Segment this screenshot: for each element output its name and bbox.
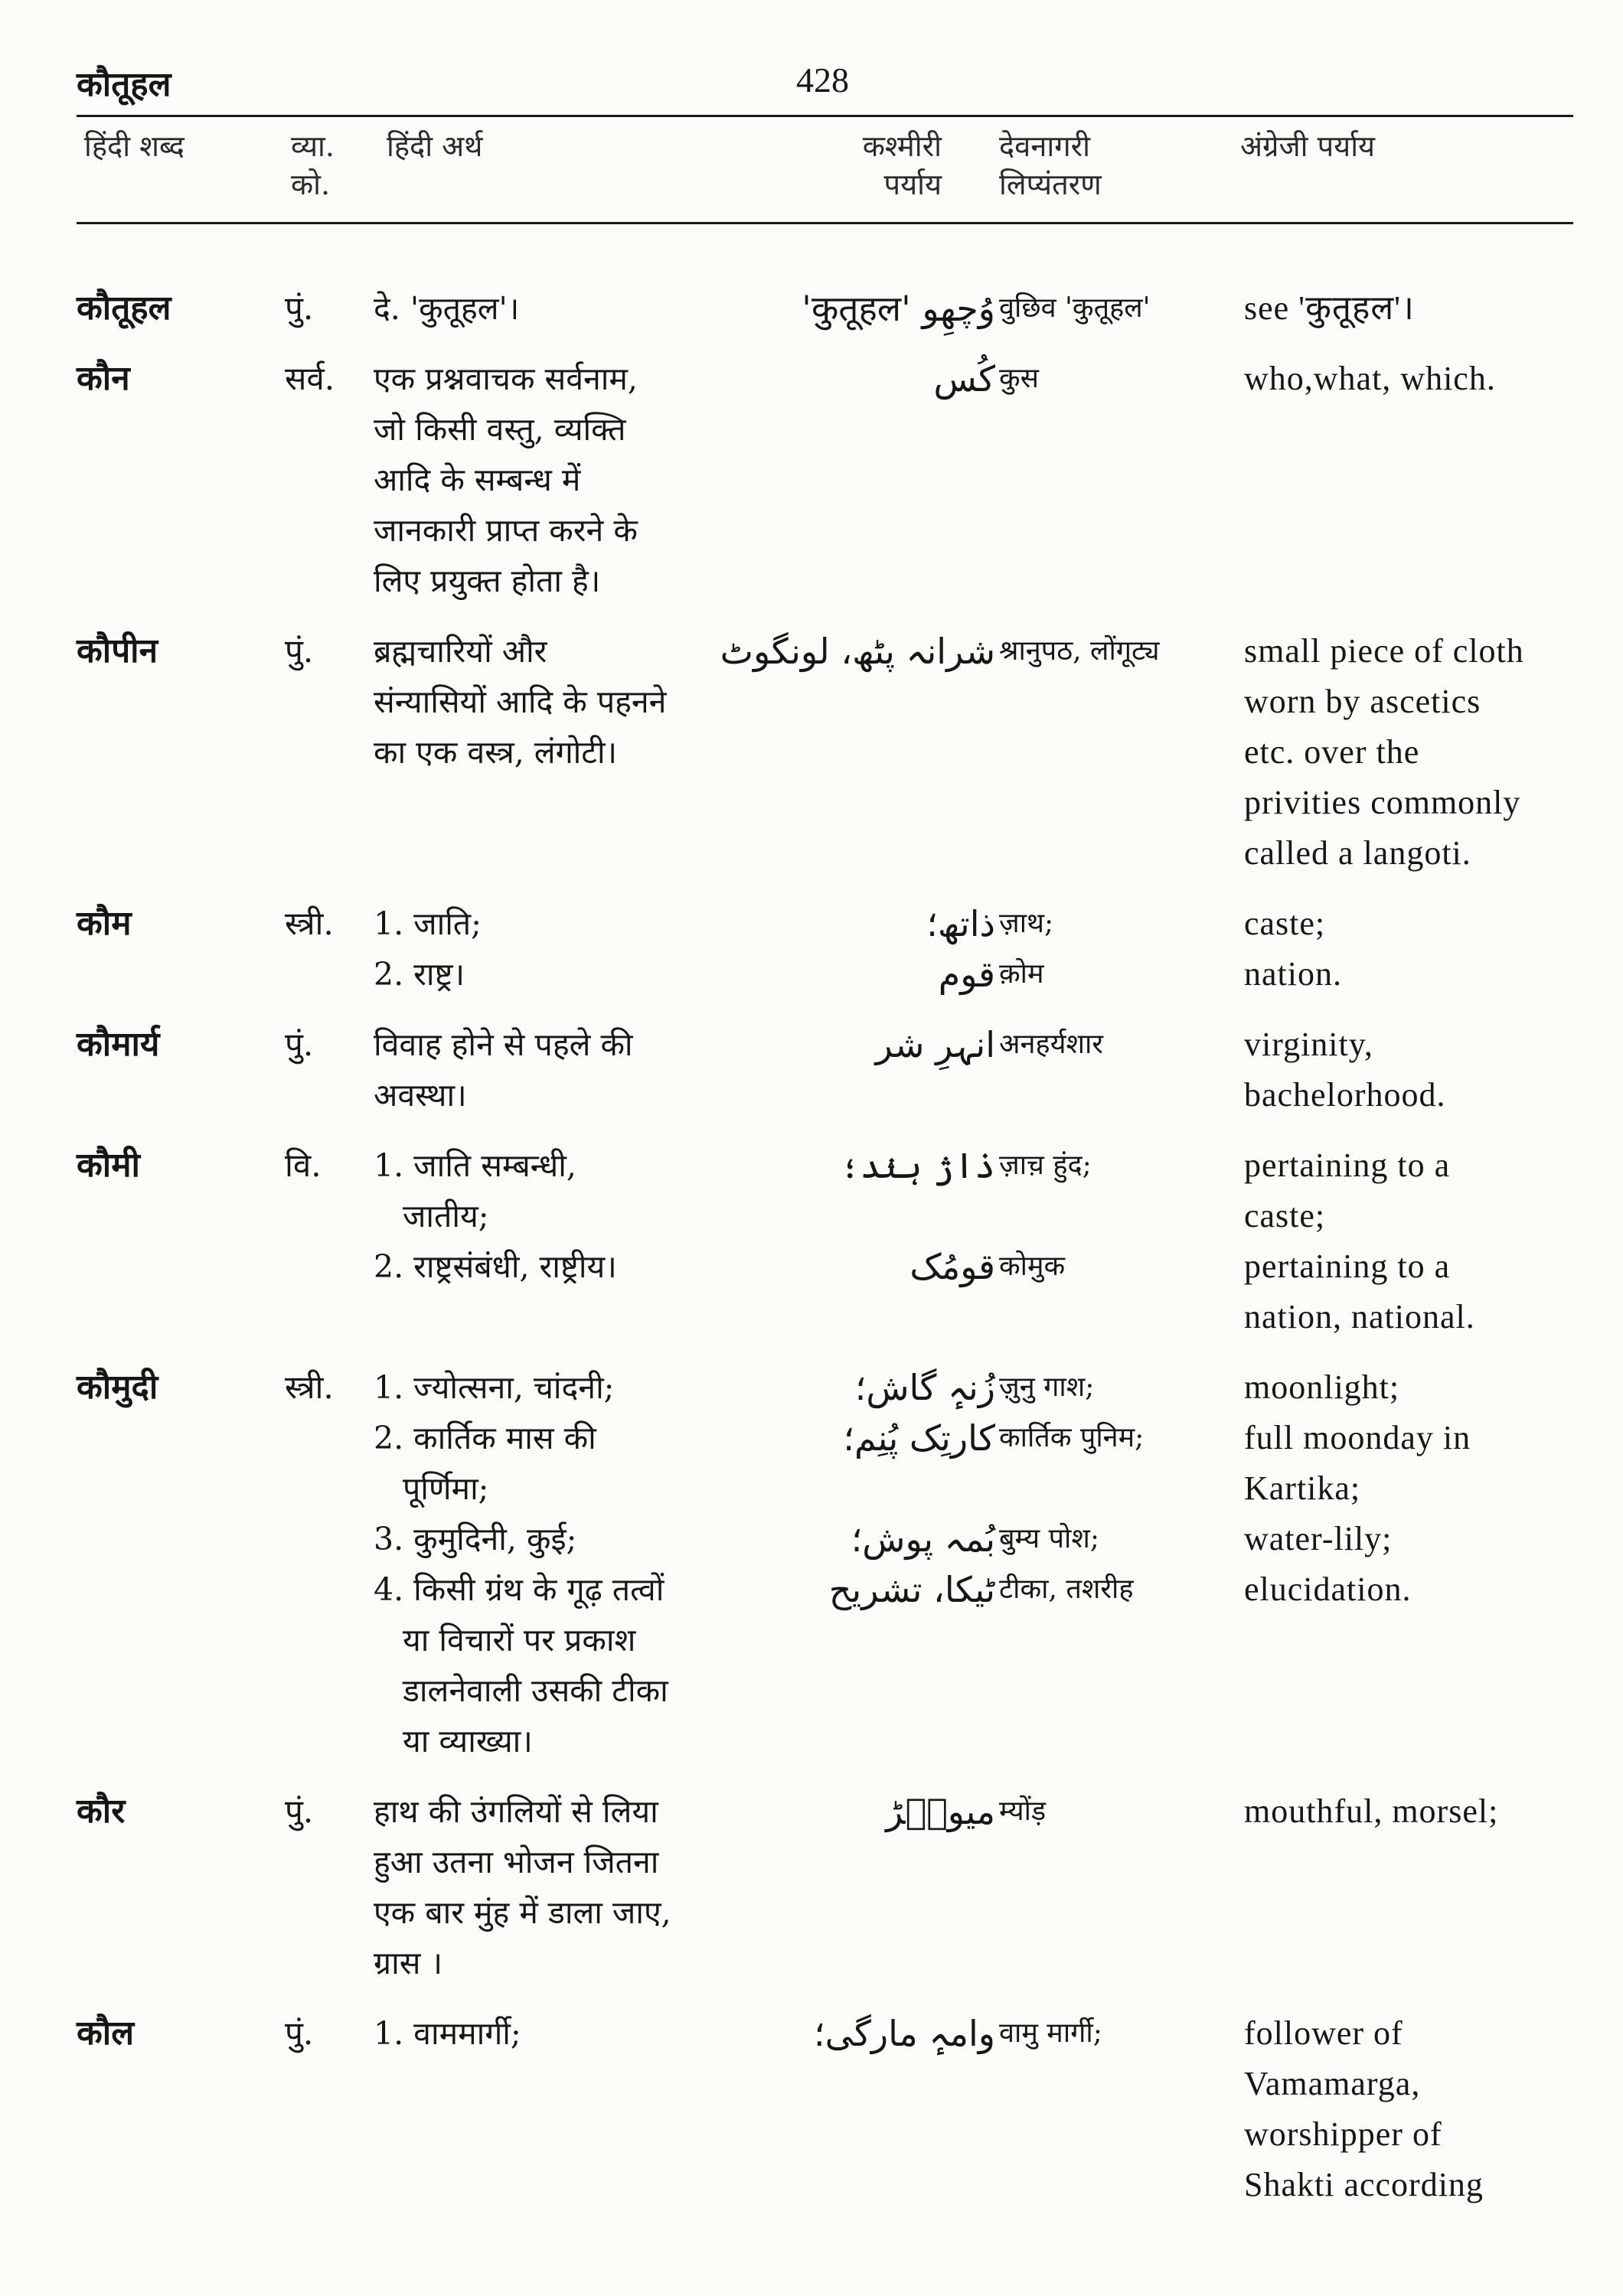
- headword: कौम: [77, 904, 132, 943]
- devanagari-transliteration: [999, 1140, 1236, 1292]
- page-number: 428: [796, 60, 849, 99]
- english-equivalent-line: Kartika;: [1244, 1469, 1361, 1507]
- header-rule: [77, 222, 1573, 224]
- hindi-meaning-line: जो किसी वस्तु, व्यक्ति: [374, 411, 626, 448]
- grammar-label: पुं.: [285, 1026, 314, 1063]
- devanagari-transliteration: [999, 1362, 1236, 1615]
- hindi-meaning: [374, 1019, 772, 1120]
- grammar-label: स्त्री.: [285, 905, 334, 942]
- english-equivalent-line: etc. over the: [1244, 733, 1420, 771]
- hindi-meaning-line: ब्रह्मचारियों और: [374, 633, 547, 670]
- kashmiri-equivalent-line: 'कुतूहल' وُچھِو: [802, 288, 995, 329]
- headword: कौन: [77, 359, 130, 398]
- hindi-meaning-line: एक बार मुंह में डाला जाए,: [374, 1894, 671, 1931]
- devanagari-transliteration-line: अनहर्यशार: [999, 1029, 1104, 1060]
- english-equivalent-line: elucidation.: [1244, 1570, 1412, 1608]
- english-equivalent-line: mouthful, morsel;: [1244, 1792, 1499, 1830]
- column-header-hindi-meaning: हिंदी अर्थ: [387, 129, 483, 163]
- kashmiri-equivalent: [735, 899, 995, 1000]
- dictionary-entry: [0, 1140, 1623, 1342]
- hindi-meaning-line: 1. जाति सम्बन्धी,: [374, 1147, 576, 1184]
- english-equivalent: [1244, 354, 1596, 404]
- hindi-meaning-line: 2. राष्ट्र।: [374, 956, 465, 993]
- column-header-kashmiri-line: कश्मीरी: [862, 129, 942, 163]
- english-equivalent: [1244, 1140, 1596, 1342]
- column-header-english: अंग्रेजी पर्याय: [1240, 129, 1376, 163]
- headword: कौतूहल: [77, 289, 171, 328]
- headword: कौमी: [77, 1146, 140, 1185]
- devanagari-transliteration: [999, 626, 1236, 677]
- devanagari-transliteration-line: टीका, तशरीह: [999, 1574, 1134, 1605]
- hindi-meaning-line: हुआ उतना भोजन जितना: [374, 1844, 659, 1880]
- devanagari-transliteration: [999, 354, 1236, 404]
- kashmiri-equivalent-line: میونٛڑ: [886, 1791, 995, 1832]
- hindi-meaning-line: ग्रास ।: [374, 1945, 443, 1981]
- running-head: कौतूहल: [77, 65, 171, 104]
- kashmiri-equivalent: [735, 354, 995, 404]
- hindi-meaning: [374, 2008, 772, 2059]
- hindi-meaning-line: का एक वस्त्र, लंगोटी।: [374, 734, 618, 771]
- headword: कौमुदी: [77, 1368, 158, 1407]
- grammar-label: स्त्री.: [285, 1368, 334, 1406]
- english-equivalent-line: caste;: [1244, 1197, 1326, 1234]
- kashmiri-equivalent-line: ذاژ ہنٛد؛: [839, 1145, 995, 1186]
- english-equivalent-line: bachelorhood.: [1244, 1076, 1446, 1114]
- hindi-meaning-line: 2. राष्ट्रसंबंधी, राष्ट्रीय।: [374, 1248, 617, 1285]
- english-equivalent-line: caste;: [1244, 905, 1326, 942]
- hindi-meaning-line: विवाह होने से पहले की: [374, 1026, 633, 1063]
- english-equivalent-line: small piece of cloth: [1244, 632, 1524, 670]
- devanagari-transliteration-line: म्योंड़: [999, 1795, 1047, 1827]
- hindi-meaning: [374, 1362, 772, 1766]
- devanagari-transliteration-line: वामु मार्गी;: [999, 2017, 1102, 2049]
- dictionary-entry: [0, 1019, 1623, 1120]
- english-equivalent-line: virginity,: [1244, 1026, 1373, 1063]
- hindi-meaning-line: जानकारी प्राप्त करने के: [374, 512, 638, 549]
- hindi-meaning-line: 1. जाति;: [374, 905, 482, 942]
- column-header-hindi-word: हिंदी शब्द: [84, 129, 185, 163]
- hindi-meaning-line: हाथ की उंगलियों से लिया: [374, 1793, 658, 1830]
- kashmiri-equivalent-line: انہرِ شر: [875, 1024, 995, 1065]
- dictionary-entry: [0, 1362, 1623, 1766]
- devanagari-transliteration-line: बुम्य पोश;: [999, 1523, 1099, 1554]
- hindi-meaning-line: 2. कार्तिक मास की: [374, 1420, 596, 1456]
- dictionary-entry: [0, 899, 1623, 1000]
- hindi-meaning-line: दे. 'कुतूहल'।: [374, 290, 520, 327]
- kashmiri-equivalent-line: [735, 1463, 995, 1514]
- devanagari-transliteration: [999, 899, 1236, 1000]
- english-equivalent-line: follower of: [1244, 2014, 1403, 2052]
- kashmiri-equivalent-line: کُس: [933, 358, 995, 400]
- hindi-meaning-line: एक प्रश्नवाचक सर्वनाम,: [374, 360, 638, 397]
- dictionary-entry: [0, 283, 1623, 334]
- english-equivalent-line: privities commonly: [1244, 784, 1521, 821]
- english-equivalent-line: worn by ascetics: [1244, 683, 1481, 720]
- kashmiri-equivalent-line: قومُک: [909, 1246, 995, 1287]
- devanagari-transliteration: [999, 283, 1236, 334]
- english-equivalent-line: full moonday in: [1244, 1419, 1471, 1456]
- devanagari-transliteration-line: ज़ाथ;: [999, 908, 1054, 939]
- english-equivalent-line: moonlight;: [1244, 1368, 1400, 1406]
- hindi-meaning-line: पूर्णिमा;: [403, 1470, 489, 1507]
- hindi-meaning-line: आदि के सम्बन्ध में: [374, 461, 581, 498]
- grammar-label: पुं.: [285, 289, 314, 327]
- kashmiri-equivalent: [735, 1362, 995, 1615]
- kashmiri-equivalent-line: وامہٕ مارگی؛: [814, 2013, 995, 2054]
- kashmiri-equivalent: [735, 2008, 995, 2059]
- kashmiri-equivalent: [720, 626, 995, 677]
- hindi-meaning: [374, 1786, 772, 1988]
- hindi-meaning: [374, 283, 772, 334]
- hindi-meaning-line: संन्यासियों आदि के पहनने: [374, 683, 667, 720]
- devanagari-transliteration: [999, 1786, 1236, 1837]
- hindi-meaning-line: 4. किसी ग्रंथ के गूढ़ तत्वों: [374, 1571, 665, 1608]
- hindi-meaning-line: 1. ज्योत्सना, चांदनी;: [374, 1369, 615, 1406]
- headword: कौर: [77, 1792, 126, 1831]
- devanagari-transliteration-line: ज़ाच़ हुंद;: [999, 1150, 1092, 1181]
- dictionary-entry: [0, 626, 1623, 879]
- kashmiri-equivalent-line: ذاتھ؛: [926, 903, 995, 944]
- column-header-grammar-line: व्या.: [291, 129, 335, 163]
- dictionary-entry: [0, 1786, 1623, 1988]
- headword: कौमार्य: [77, 1025, 160, 1064]
- grammar-label: पुं.: [285, 1792, 314, 1830]
- dictionary-entry: [0, 354, 1623, 606]
- devanagari-transliteration-line: क़ोम: [999, 958, 1044, 990]
- english-equivalent-line: nation, national.: [1244, 1298, 1475, 1336]
- english-equivalent-line: Vamamarga,: [1244, 2065, 1421, 2102]
- hindi-meaning-line: अवस्था।: [374, 1077, 467, 1114]
- devanagari-transliteration-line: [999, 1463, 1236, 1514]
- kashmiri-equivalent: [735, 1019, 995, 1070]
- english-equivalent-line: pertaining to a: [1244, 1146, 1451, 1184]
- english-equivalent: [1244, 1019, 1596, 1120]
- headword: कौल: [77, 2014, 135, 2053]
- english-equivalent-line: called a langoti.: [1244, 834, 1471, 872]
- column-header-grammar-line: को.: [291, 168, 331, 201]
- hindi-meaning-line: डालनेवाली उसकी टीका: [403, 1672, 668, 1709]
- column-header-grammar: [291, 127, 367, 204]
- kashmiri-equivalent-line: بُمہ پوش؛: [851, 1518, 995, 1560]
- hindi-meaning-line: जातीय;: [403, 1198, 489, 1234]
- kashmiri-equivalent-line: کارتِک پُنِم؛: [843, 1417, 995, 1459]
- hindi-meaning: [374, 626, 772, 778]
- grammar-label: पुं.: [285, 2014, 314, 2052]
- hindi-meaning-line: 1. वाममार्गी;: [374, 2015, 521, 2052]
- column-header-devanagari-line: लिप्यंतरण: [999, 168, 1102, 201]
- hindi-meaning-line: या विचारों पर प्रकाश: [403, 1622, 636, 1658]
- column-header-kashmiri-line: पर्याय: [883, 168, 942, 201]
- english-equivalent-line: Shakti according: [1244, 2166, 1484, 2203]
- hindi-meaning-line: लिए प्रयुक्त होता है।: [374, 563, 601, 599]
- kashmiri-equivalent-line: [735, 1191, 995, 1241]
- devanagari-transliteration: [999, 2008, 1236, 2059]
- dictionary-entry: [0, 2008, 1623, 2210]
- english-equivalent-line: who,what, which.: [1244, 360, 1496, 397]
- kashmiri-equivalent: [735, 1786, 995, 1837]
- hindi-meaning: [374, 354, 772, 606]
- english-equivalent-line: pertaining to a: [1244, 1247, 1451, 1285]
- devanagari-transliteration-line: [999, 1191, 1236, 1241]
- devanagari-transliteration-line: वुछिव 'कुतूहल': [999, 292, 1151, 324]
- hindi-meaning-line: 3. कुमुदिनी, कुई;: [374, 1521, 577, 1557]
- english-equivalent-line: see 'कुतूहल'।: [1244, 289, 1415, 327]
- devanagari-transliteration-line: श्रानुपठ, लोंगूट्य: [999, 635, 1160, 667]
- column-header-devanagari-line: देवनागरी: [999, 129, 1091, 163]
- column-header-kashmiri: [827, 127, 942, 204]
- hindi-meaning: [374, 1140, 772, 1292]
- kashmiri-equivalent-line: شرانہ پٹھ، لونگوٹ: [720, 631, 995, 672]
- english-equivalent-line: nation.: [1244, 955, 1342, 993]
- kashmiri-equivalent: [735, 283, 995, 334]
- english-equivalent: [1244, 283, 1596, 334]
- english-equivalent: [1244, 2008, 1596, 2210]
- devanagari-transliteration-line: कोमुक: [999, 1251, 1066, 1282]
- hindi-meaning-line: या व्याख्या।: [403, 1723, 533, 1760]
- english-equivalent: [1244, 1362, 1596, 1615]
- grammar-label: पुं.: [285, 632, 314, 670]
- english-equivalent: [1244, 899, 1596, 1000]
- kashmiri-equivalent-line: قوم: [938, 954, 995, 995]
- kashmiri-equivalent-line: زُنہٕ گاش؛: [854, 1367, 995, 1408]
- devanagari-transliteration-line: ज़ुनु गाश;: [999, 1371, 1095, 1403]
- kashmiri-equivalent: [735, 1140, 995, 1292]
- hindi-meaning: [374, 899, 772, 1000]
- headword: कौपीन: [77, 631, 158, 670]
- devanagari-transliteration: [999, 1019, 1236, 1070]
- top-rule: [77, 115, 1573, 117]
- devanagari-transliteration-line: कार्तिक पुनिम;: [999, 1422, 1145, 1453]
- grammar-label: सर्व.: [285, 360, 335, 397]
- column-header-devanagari: [999, 127, 1229, 204]
- english-equivalent-line: water-lily;: [1244, 1520, 1393, 1557]
- english-equivalent: [1244, 626, 1596, 879]
- kashmiri-equivalent-line: ٹیکا، تشریح: [828, 1569, 995, 1610]
- devanagari-transliteration-line: कुस: [999, 363, 1039, 394]
- english-equivalent: [1244, 1786, 1596, 1837]
- grammar-label: वि.: [285, 1146, 322, 1184]
- english-equivalent-line: worshipper of: [1244, 2115, 1442, 2153]
